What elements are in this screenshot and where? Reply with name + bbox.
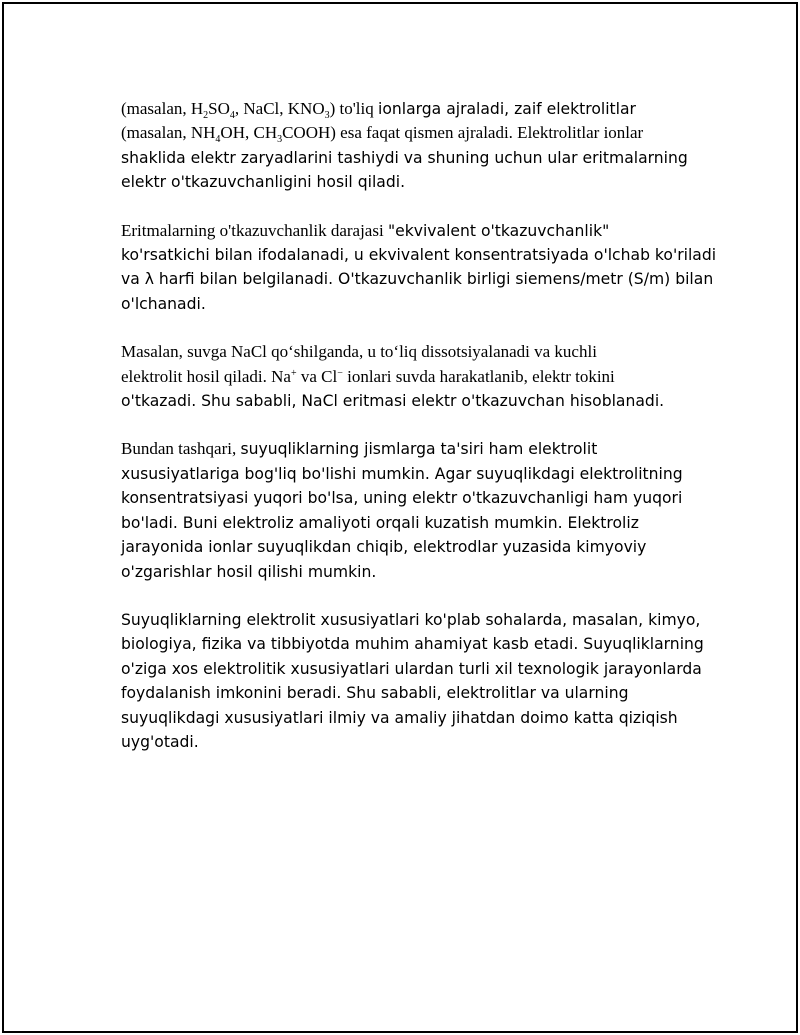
superscript: + (290, 367, 297, 379)
paragraph-2 (121, 219, 717, 317)
text-run: ionlari suvda harakatlanib, elektr tokini (342, 366, 615, 386)
text-line (121, 730, 681, 754)
superscript: − (337, 367, 343, 379)
subscript: 4 (229, 110, 235, 121)
text-run: uyg'otadi. (121, 732, 199, 751)
text-run: Eritmalarning o'tkazuvchanlik darajasi (121, 220, 388, 240)
text-run: ionlarga ajraladi, zaif elektrolitlar (378, 100, 636, 118)
text-run: va Cl (296, 366, 338, 386)
text-run: bo'ladi. Buni elektroliz amaliyoti orqali kuzatish mumkin. Elektroliz (121, 513, 639, 532)
text-line (121, 511, 681, 535)
text-line (121, 486, 681, 510)
text-run: konsentratsiyasi yuqori bo'lsa, uning elektr o'tkazuvchanligi ham yuqori (121, 489, 683, 508)
text-line (121, 535, 681, 559)
text-line (121, 146, 688, 170)
paragraph-4 (121, 437, 681, 583)
text-line (121, 267, 714, 291)
text-line (121, 365, 681, 389)
paragraph-1 (121, 97, 688, 195)
text-line (121, 706, 681, 730)
text-line (121, 681, 681, 705)
text-line (121, 437, 681, 461)
text-run: o'tkazadi. Shu sababli, NaCl eritmasi elektr o'tkazuvchan hisoblanadi. (121, 392, 665, 411)
text-run: elektr o'tkazuvchanligini hosil qiladi. (121, 173, 406, 192)
text-run: (masalan, H (121, 99, 204, 118)
text-run: biologiya, fizika va tibbiyotda muhim ahamiyat kasb etadi. Suyuqliklarning (121, 635, 704, 654)
text-run: COOH) esa faqat qismen ajraladi. Elektrolitlar ionlar (282, 123, 644, 143)
text-line (121, 462, 681, 486)
text-run: ) to'liq (329, 99, 378, 118)
text-run: Bundan tashqari, (121, 439, 241, 459)
text-run: Masalan, suvga NaCl qo‘shilganda, u to‘liq dissotsiyalanadi va kuchli (121, 342, 597, 362)
text-line (121, 632, 704, 656)
text-line (121, 121, 681, 145)
text-run: ko'rsatkichi bilan ifodalanadi, u ekvivalent konsentratsiyada o'lchab ko'riladi (121, 246, 717, 265)
paragraph-3 (121, 340, 681, 413)
text-run: , NaCl, KNO (234, 99, 325, 118)
text-run: o'ziga xos elektrolitik xususiyatlari ulardan turli xil texnologik jarayonlarda (121, 659, 702, 678)
text-run: suyuqliklarning jismlarga ta'siri ham elektrolit (240, 440, 598, 459)
text-run: suyuqlikdagi xususiyatlari ilmiy va amaliy jihatdan doimo katta qiziqish (121, 708, 678, 727)
text-line (121, 219, 681, 243)
text-line (121, 97, 681, 121)
text-line (121, 340, 681, 364)
subscript: 3 (324, 110, 330, 121)
text-line (121, 243, 717, 267)
text-run: "ekvivalent o'tkazuvchanlik" (387, 221, 610, 240)
subscript: 2 (203, 110, 209, 121)
text-run: jarayonida ionlar suyuqlikdan chiqib, elektrodlar yuzasida kimyoviy (121, 538, 647, 557)
document-body (121, 97, 717, 778)
subscript: 4 (215, 134, 221, 146)
text-line (121, 608, 701, 632)
text-run: shaklida elektr zaryadlarini tashiydi va shuning uchun ular eritmalarning (121, 148, 688, 167)
text-run: o'lchanadi. (121, 294, 206, 313)
text-line (121, 292, 681, 316)
text-line (121, 170, 681, 194)
text-run: OH, CH (220, 123, 278, 143)
paragraph-5 (121, 608, 704, 754)
text-run: va λ harfi bilan belgilanadi. O'tkazuvchanlik birligi siemens/metr (S/m) bilan (121, 270, 714, 289)
text-run: (masalan, NH (121, 123, 216, 143)
text-run: elektrolit hosil qiladi. Na (121, 366, 291, 386)
text-run: Suyuqliklarning elektrolit xususiyatlari ko'plab sohalarda, masalan, kimyo, (121, 610, 701, 629)
text-line (121, 389, 681, 413)
text-run: o'zgarishlar hosil qilishi mumkin. (121, 562, 377, 581)
text-run: SO (208, 99, 230, 118)
text-line (121, 657, 702, 681)
text-run: xususiyatlariga bog'liq bo'lishi mumkin. Agar suyuqlikdagi elektrolitning (121, 464, 683, 483)
text-run: foydalanish imkonini beradi. Shu sababli, elektrolitlar va ularning (121, 684, 629, 703)
text-line (121, 560, 681, 584)
page-frame (2, 2, 798, 1033)
subscript: 3 (277, 134, 283, 146)
